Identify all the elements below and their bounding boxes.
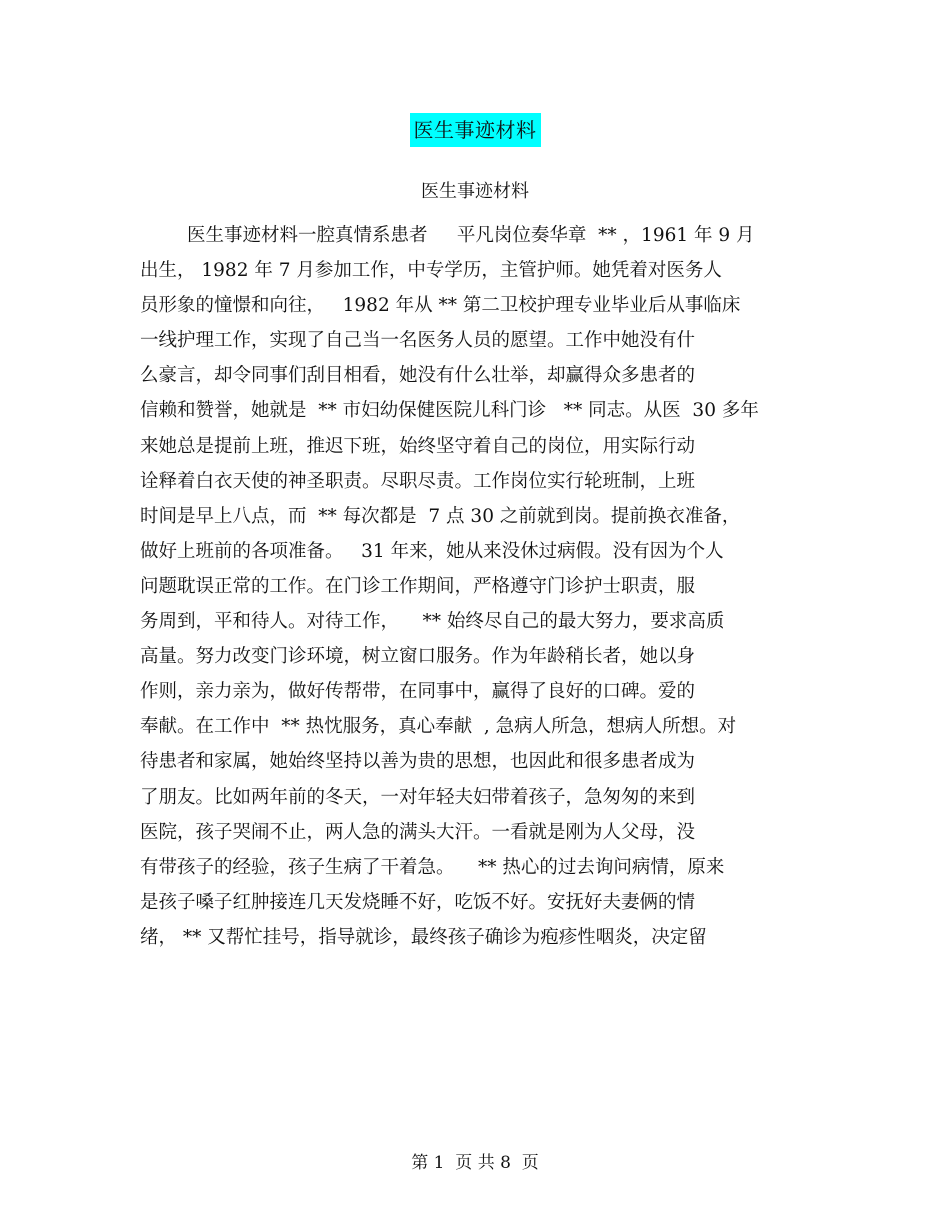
- body-text: [140, 218, 820, 955]
- body-line: 诠释着白衣天使的神圣职责。尽职尽责。工作岗位实行轮班制，上班: [140, 470, 696, 492]
- heading-container: [0, 113, 950, 147]
- body-line: 医院，孩子哭闹不止，两人急的满头大汗。一看就是刚为人父母，没: [140, 821, 696, 843]
- body-line: 务周到，平和待人。对待工作， ** 始终尽自己的最大努力，要求高质: [140, 611, 725, 633]
- body-line: 是孩子嗓子红肿接连几天发烧睡不好，吃饭不好。安抚好夫妻俩的情: [140, 891, 696, 913]
- body-line: 做好上班前的各项准备。 31 年来，她从来没休过病假。没有因为个人: [140, 540, 724, 562]
- body-line: 奉献。在工作中 ** 热忱服务，真心奉献 , 急病人所急，想病人所想。对: [140, 716, 737, 738]
- body-line: 有带孩子的经验，孩子生病了干着急。 ** 热心的过去询问病情，原来: [140, 856, 725, 878]
- body-line: 出生， 1982 年 7 月参加工作，中专学历，主管护师。她凭着对医务人: [140, 260, 722, 282]
- body-line: 医生事迹材料一腔真情系患者 平凡岗位奏华章 ** ，1961 年 9 月: [187, 225, 755, 246]
- highlighted-heading: 医生事迹材料: [410, 113, 541, 147]
- body-line: 么豪言，却令同事们刮目相看，她没有什么壮举，却赢得众多患者的: [140, 365, 696, 387]
- body-line: 高量。努力改变门诊环境，树立窗口服务。作为年龄稍长者，她以身: [140, 646, 696, 668]
- document-subtitle: 医生事迹材料: [421, 181, 529, 202]
- body-line: 作则，亲力亲为，做好传帮带，在同事中，赢得了良好的口碑。爱的: [140, 681, 696, 703]
- body-line: 待患者和家属，她始终坚持以善为贵的思想，也因此和很多患者成为: [140, 751, 696, 773]
- body-line: 一线护理工作，实现了自己当一名医务人员的愿望。工作中她没有什: [140, 330, 696, 352]
- body-line: 绪， ** 又帮忙挂号，指导就诊，最终孩子确诊为疱疹性咽炎，决定留: [140, 926, 707, 948]
- page-footer: 第 1 页 共 8 页: [411, 1153, 539, 1173]
- body-line: 了朋友。比如两年前的冬天，一对年轻夫妇带着孩子，急匆匆的来到: [140, 786, 696, 808]
- body-line: 员形象的憧憬和向往， 1982 年从 ** 第二卫校护理专业毕业后从事临床: [140, 295, 741, 317]
- body-line: 来她总是提前上班，推迟下班，始终坚守着自己的岗位，用实际行动: [140, 435, 696, 457]
- body-line: 问题耽误正常的工作。在门诊工作期间，严格遵守门诊护士职责，服: [140, 575, 696, 597]
- body-line: 时间是早上八点，而 ** 每次都是 7 点 30 之前就到岗。提前换衣准备，: [140, 505, 741, 527]
- body-line: 信赖和赞誉，她就是 ** 市妇幼保健医院儿科门诊 ** 同志。从医 30 多年: [140, 400, 759, 422]
